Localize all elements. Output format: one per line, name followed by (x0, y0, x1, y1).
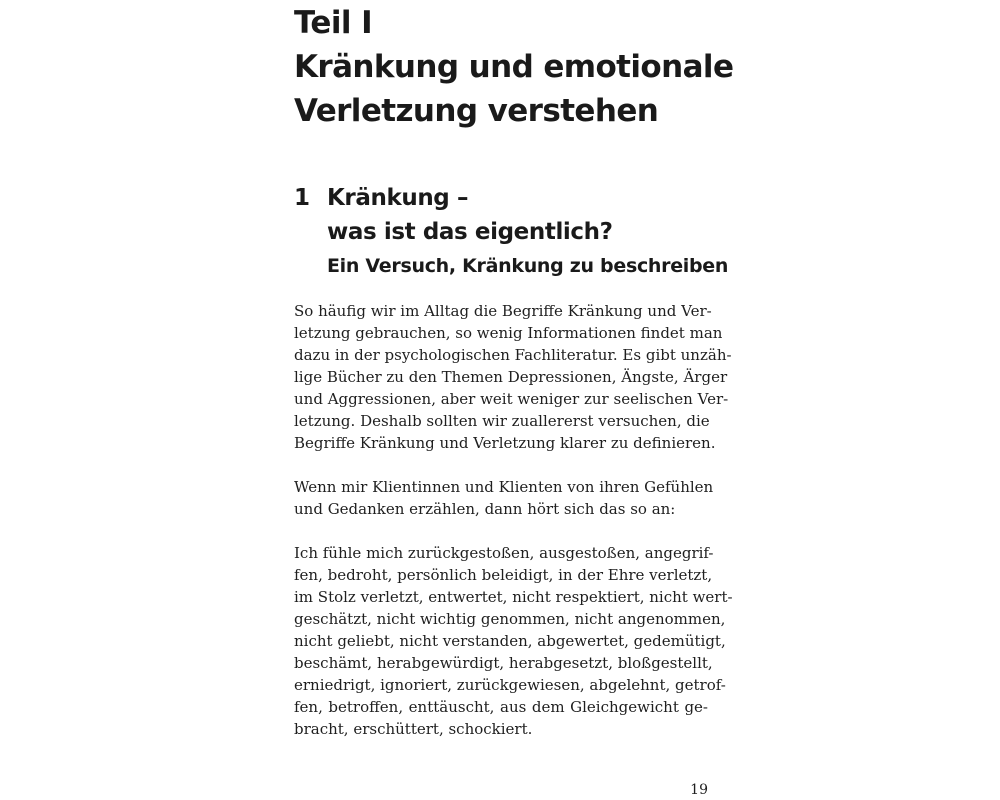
part-heading-line: Teil I (294, 5, 373, 41)
text-line: So häufig wir im Alltag die Begriffe Kränkung und Ver- (294, 302, 712, 320)
part-heading-line: Kränkung und emotionale (294, 49, 734, 85)
text-line: letzung gebrauchen, so wenig Informationen findet man (294, 324, 723, 342)
chapter-title (327, 181, 613, 249)
book-page (294, 0, 734, 800)
text-line: dazu in der psychologischen Fachliteratur. Es gibt unzäh- (294, 346, 732, 364)
page-number: 19 (690, 782, 708, 798)
text-line: lige Bücher zu den Themen Depressionen, Ängste, Ärger (294, 368, 728, 386)
text-line: geschätzt, nicht wichtig genommen, nicht angenommen, (294, 610, 726, 628)
text-line: nicht geliebt, nicht verstanden, abgewertet, gedemütigt, (294, 632, 726, 650)
text-line: im Stolz verletzt, entwertet, nicht respektiert, nicht wert- (294, 588, 733, 606)
text-line: bracht, erschüttert, schockiert. (294, 720, 533, 738)
text-line: letzung. Deshalb sollten wir zuallererst versuchen, die (294, 412, 710, 430)
text-line: erniedrigt, ignoriert, zurückgewiesen, abgelehnt, getrof- (294, 676, 726, 694)
text-line: beschämt, herabgewürdigt, herabgesetzt, bloßgestellt, (294, 654, 713, 672)
text-line: Wenn mir Klientinnen und Klienten von ihren Gefühlen (294, 478, 714, 496)
paragraph (294, 476, 714, 520)
part-heading-line: Verletzung verstehen (294, 93, 659, 129)
chapter-title-line: was ist das eigentlich? (327, 219, 613, 245)
text-line: Ich fühle mich zurückgestoßen, ausgestoßen, angegrif- (294, 544, 714, 562)
text-line: und Aggressionen, aber weit weniger zur seelischen Ver- (294, 390, 729, 408)
text-line: Begriffe Kränkung und Verletzung klarer zu definieren. (294, 434, 716, 452)
chapter-title-line: Kränkung – (327, 185, 469, 211)
paragraph (294, 542, 733, 740)
text-line: und Gedanken erzählen, dann hört sich das so an: (294, 500, 676, 518)
text-line: fen, bedroht, persönlich beleidigt, in der Ehre verletzt, (294, 566, 713, 584)
chapter-number: 1 (294, 185, 311, 211)
text-line: fen, betroffen, enttäuscht, aus dem Gleichgewicht ge- (294, 698, 708, 716)
part-heading (294, 1, 734, 133)
paragraph (294, 300, 732, 454)
chapter-subtitle: Ein Versuch, Kränkung zu beschreiben (327, 255, 729, 277)
